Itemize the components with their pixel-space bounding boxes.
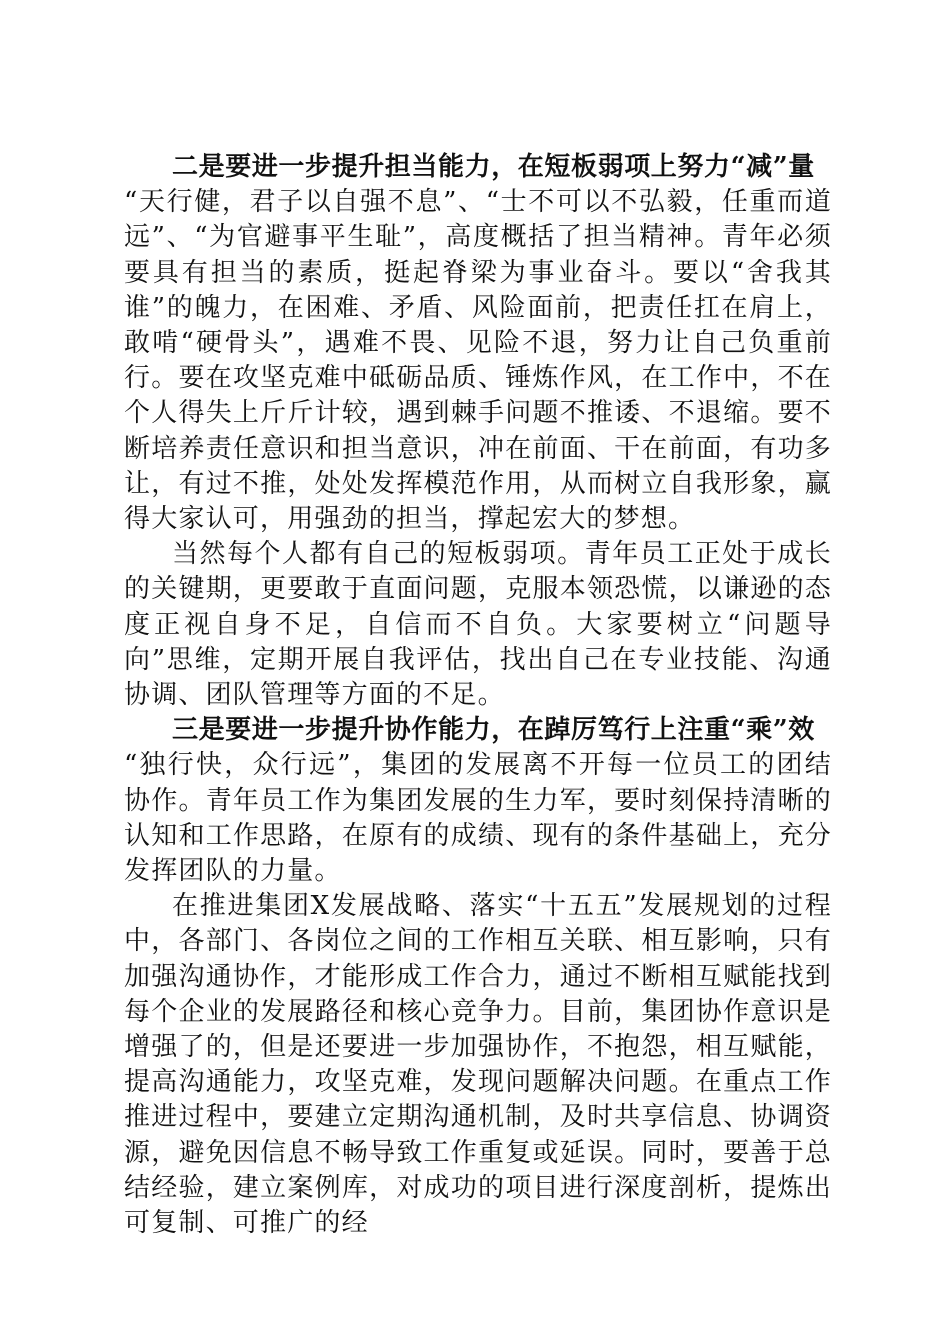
paragraph-collaboration: 在推进集团X发展战略、落实“十五五”发展规划的过程中，各部门、各岗位之间的工作相互关联、相互影响，只有加强沟通协作，才能形成工作合力，通过不断相互赋能找到每个企业的发展路径和核心竞争力。目前，集团协作意识是增强了的，但是还要进一步加强协作，不抱怨，相互赋能，提高沟通能力，攻坚克难，发现问题解决问题。在重点工作推进过程中，要建立定期沟通机制，及时共享信息、协调资源，避免因信息不畅导致工作重复或延误。同时，要善于总结经验，建立案例库，对成功的项目进行深度剖析，提炼出可复制、可推广的经 [124,891,832,1239]
document-body [124,150,832,1241]
paragraph-teamwork: “独行快，众行远”，集团的发展离不开每一位员工的团结协作。青年员工作为集团发展的生力军，要时刻保持清晰的认知和工作思路，在原有的成绩、现有的条件基础上，充分发挥团队的力量。 [124,750,832,887]
paragraph-responsibility: “天行健，君子以自强不息”、“士不可以不弘毅，任重而道远”、“为官避事平生耻”，高度概括了担当精神。青年必须要具有担当的素质，挺起脊梁为事业奋斗。要以“舍我其谁”的魄力，在困难、矛盾、风险面前，把责任扛在肩上，敢啃“硬骨头”，遇难不畏、见险不退，努力让自己负重前行。要在攻坚克难中砥砺品质、锤炼作风，在工作中，不在个人得失上斤斤计较，遇到棘手问题不推诿、不退缩。要不断培养责任意识和担当意识，冲在前面、干在前面，有功多让，有过不推，处处发挥模范作用，从而树立自我形象，赢得大家认可，用强劲的担当，撑起宏大的梦想。 [124,187,832,535]
paragraph-weaknesses: 当然每个人都有自己的短板弱项。青年员工正处于成长的关键期，更要敢于直面问题，克服本领恐慌，以谦逊的态度正视自身不足，自信而不自负。大家要树立“问题导向”思维，定期开展自我评估，找出自己在专业技能、沟通协调、团队管理等方面的不足。 [124,539,832,711]
section-heading-2: 二是要进一步提升担当能力，在短板弱项上努力“减”量 [172,152,815,182]
section-heading-3: 三是要进一步提升协作能力，在踔厉笃行上注重“乘”效 [172,715,815,746]
